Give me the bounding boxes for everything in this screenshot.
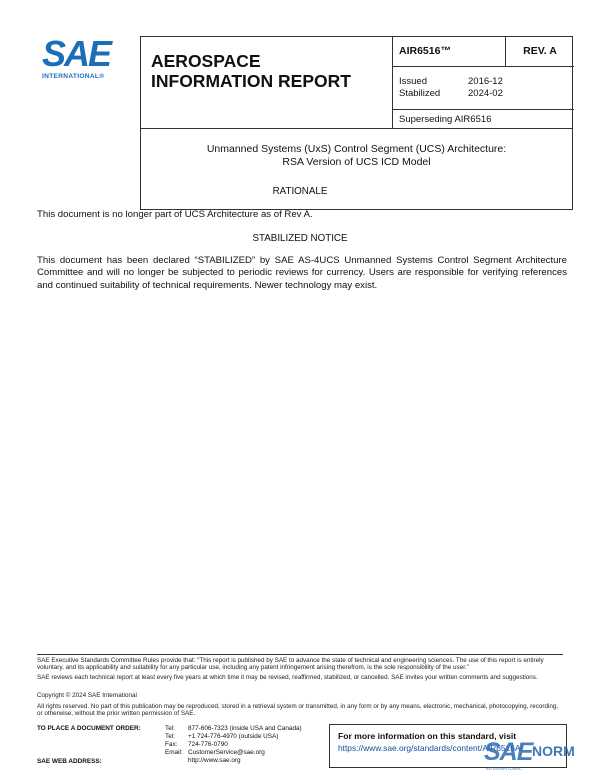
- tel-label-2: Tel:: [165, 733, 175, 740]
- fax: 724-776-0790: [188, 741, 228, 748]
- issued-label: Issued: [399, 76, 427, 87]
- sae-logo: [40, 33, 124, 86]
- footer-divider: [37, 654, 563, 655]
- document-number: AIR6516™: [393, 37, 506, 67]
- more-info-heading: For more information on this standard, visit: [338, 731, 517, 741]
- document-title-line1: Unmanned Systems (UxS) Control Segment (UCS) Architecture:: [206, 143, 507, 155]
- revision: REV. A: [506, 37, 574, 67]
- document-header: [140, 36, 573, 210]
- rights-text: All rights reserved. No part of this publication may be reproduced, stored in a retrieval system or transmitted, in any form or by any means, electronic, mechanical, photocopying, recording, or otherwise, without the prior written permission of SAE.: [37, 703, 559, 718]
- watermark-sub: INTERNATIONAL: [486, 766, 522, 771]
- tel-label: Tel:: [165, 725, 175, 732]
- stabilized-text: This document has been declared “STABILIZED” by SAE AS-4UCS Unmanned Systems Control Segment Architecture Committee and will no longer be subjected to periodic reviews for currency. Users are responsible for verifying references and continued suitability of technical requirements. Newer technology may exist.: [37, 255, 567, 291]
- stabilized-value: 2024-02: [468, 88, 503, 99]
- rationale-heading: RATIONALE: [272, 186, 328, 197]
- logo-letters: SAE: [42, 33, 111, 74]
- stabilized-heading: STABILIZED NOTICE: [252, 233, 348, 244]
- fax-label: Fax:: [165, 741, 178, 748]
- web-address[interactable]: http://www.sae.org: [188, 757, 241, 764]
- more-info-url[interactable]: https://www.sae.org/standards/content/AIR6516A/: [338, 743, 523, 753]
- dates-block: [393, 67, 574, 109]
- watermark-sae: SAE: [484, 738, 533, 766]
- document-title: [141, 128, 572, 211]
- email-label: Email:: [165, 749, 183, 756]
- issued-value: 2016-12: [468, 76, 503, 87]
- web-label: SAE WEB ADDRESS:: [37, 758, 102, 765]
- stabilized-label: Stabilized: [399, 88, 441, 99]
- tel1: 877-606-7323 (inside USA and Canada): [188, 725, 302, 732]
- sae-norm-watermark: [482, 738, 600, 774]
- logo-subtitle: INTERNATIONAL®: [42, 73, 105, 80]
- tel2: +1 724-776-4970 (outside USA): [188, 733, 279, 740]
- document-title-line2: RSA Version of UCS ICD Model: [282, 155, 431, 168]
- rationale-text: This document is no longer part of UCS Architecture as of Rev A.: [37, 209, 313, 220]
- report-type-line1: AEROSPACE: [151, 51, 261, 71]
- review-text: SAE reviews each technical report at least every five years at which time it may be revised, reaffirmed, stabilized, or cancelled. SAE invites your written comments and suggestions.: [37, 674, 538, 681]
- superseding: Superseding AIR6516: [393, 109, 574, 128]
- order-label: TO PLACE A DOCUMENT ORDER:: [37, 725, 141, 732]
- rules-text: SAE Executive Standards Committee Rules provide that: “This report is published by SAE to advance the state of technical and engineering sciences. The use of this report is entirely voluntary, and its applicability and suitability for any particular use, including any patent infringement arising therefrom, is the sole responsibility of the user.”: [37, 657, 544, 672]
- report-type: [141, 37, 393, 128]
- email[interactable]: CustomerService@sae.org: [188, 749, 265, 756]
- report-type-line2: INFORMATION REPORT: [151, 71, 351, 91]
- copyright: Copyright © 2024 SAE International: [37, 692, 137, 699]
- watermark-norm: NORM: [532, 743, 575, 759]
